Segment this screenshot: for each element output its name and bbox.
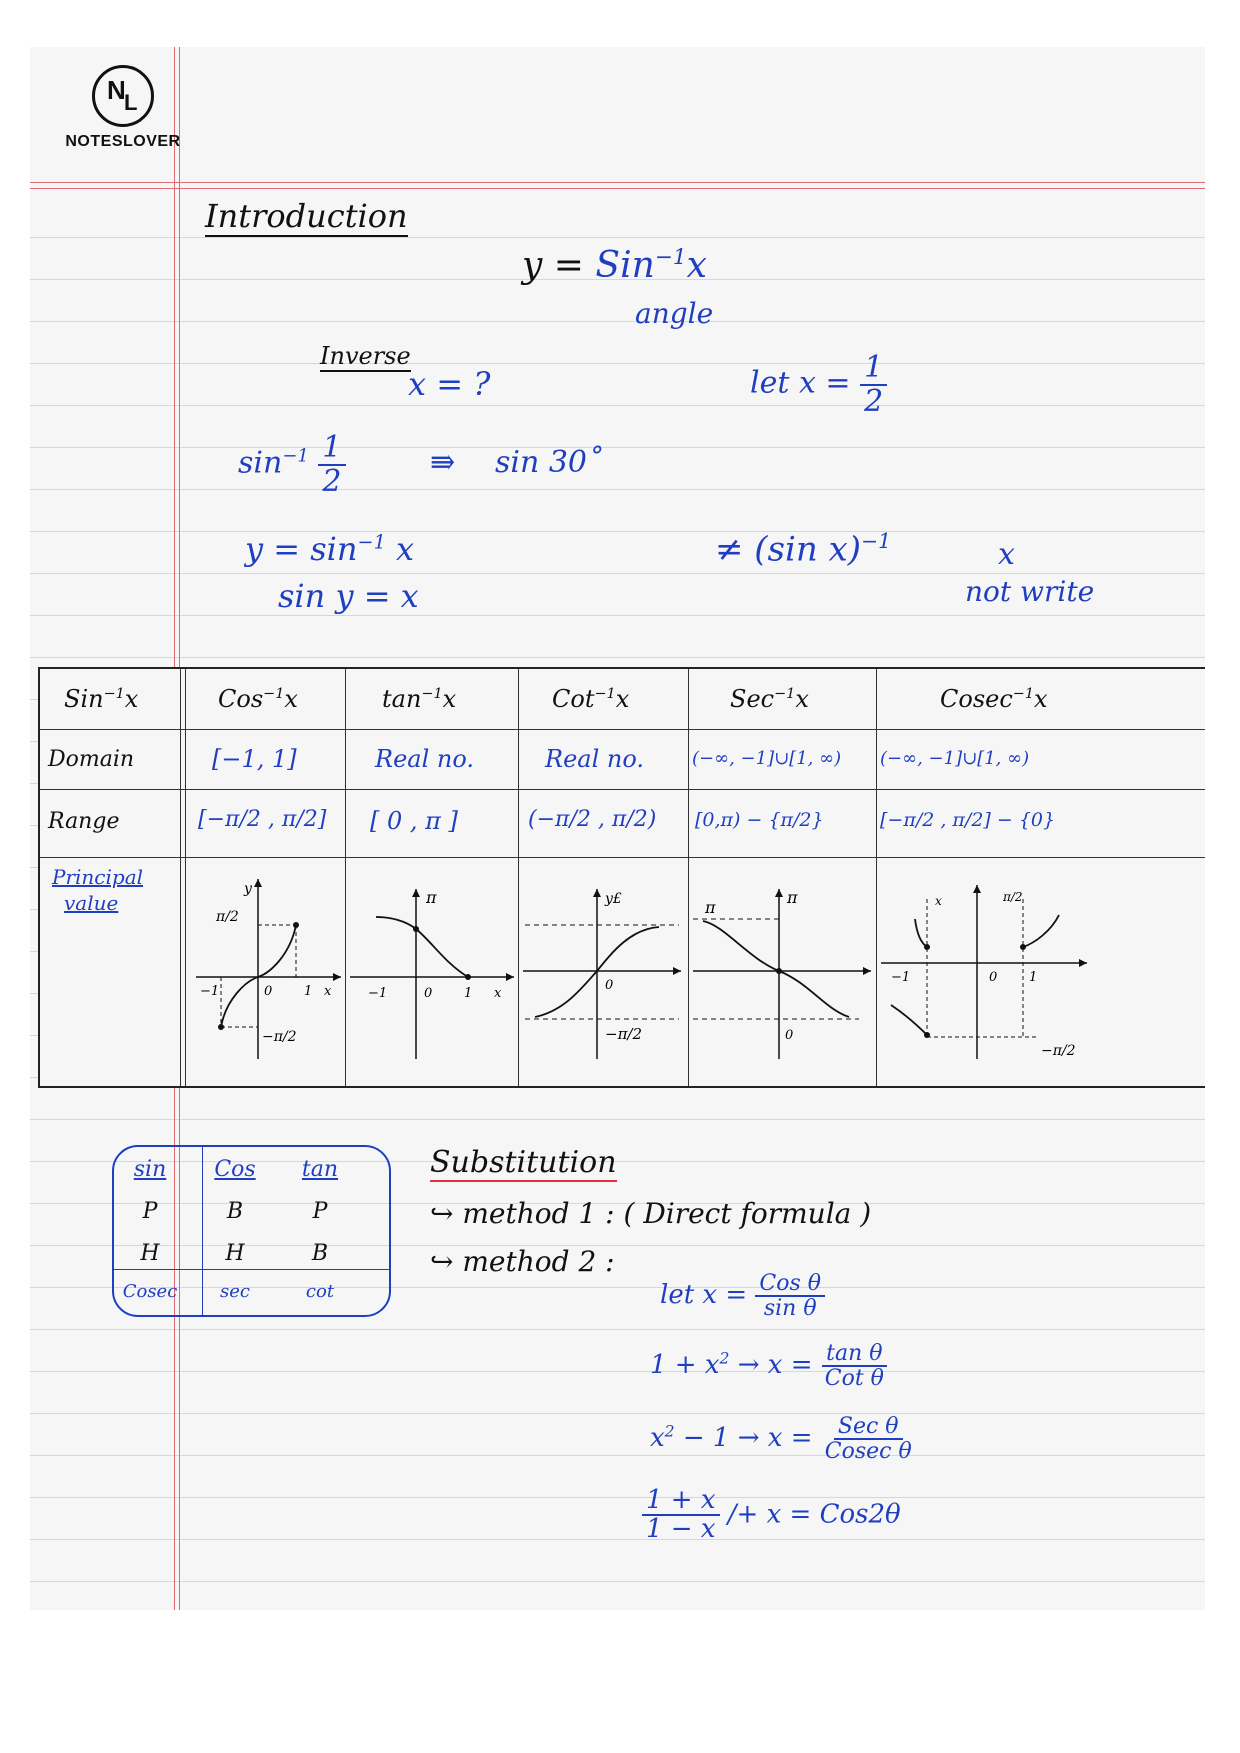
substitution-heading: Substitution: [430, 1145, 617, 1180]
pv-label-1: Principal: [52, 865, 144, 889]
ratio-b-1: B: [226, 1199, 244, 1224]
ruled-line: [30, 1581, 1205, 1582]
ruled-line: [30, 615, 1205, 616]
ruled-line: [30, 657, 1205, 658]
ruled-line: [30, 1329, 1205, 1330]
g5-one: 1: [1029, 970, 1038, 985]
g5-x: x: [935, 894, 942, 908]
graph-cot-inverse: [519, 859, 687, 1084]
inverse-trig-table: [38, 667, 1205, 1088]
ruled-line: [30, 405, 1205, 406]
header-cos: Cos$^{-1}$x: [218, 685, 298, 713]
g5-top: π/2: [1003, 890, 1023, 904]
g5-neg1: −1: [891, 970, 911, 985]
ratio-head-tan: tan: [301, 1157, 339, 1182]
logo-letter-n: N: [107, 75, 126, 105]
def-line-2: sin y = x: [278, 577, 419, 615]
domain-cosec: (−∞, −1]∪[1, ∞): [880, 748, 1030, 769]
g4-zero: 0: [785, 1028, 794, 1043]
graph-cos-inverse: [186, 859, 344, 1084]
g1-bottom: −π/2: [262, 1029, 297, 1045]
ruled-line: [30, 1539, 1205, 1540]
g3-zero: 0: [605, 978, 614, 993]
domain-sec: (−∞, −1]∪[1, ∞): [692, 748, 842, 769]
graph-tan-inverse: [346, 859, 518, 1084]
ratio-p-1: P: [142, 1199, 158, 1224]
pv-label-2: value: [64, 891, 119, 915]
sub-line-3: $x^2 - 1 \to x$ = $\frac{\text{Sec θ}}{\text{Cosec θ}}$: [650, 1414, 912, 1465]
ruled-line: [30, 321, 1205, 322]
ratio-cot: cot: [305, 1281, 335, 1302]
g4-pi-axis: π: [787, 888, 798, 907]
ratio-h-1: H: [140, 1241, 160, 1266]
range-label: Range: [48, 809, 120, 834]
range-cot: (−π/2 , π/2): [528, 807, 657, 832]
g3-bottom: −π/2: [605, 1025, 643, 1043]
ratio-head-cos: Cos: [214, 1157, 256, 1182]
method-2: ↪ method 2 :: [430, 1245, 615, 1278]
g1-y: y: [244, 881, 252, 897]
header-tan: $\tan^{-1}x$: [382, 685, 457, 713]
cross-mark: x: [998, 537, 1015, 572]
graph-sec-inverse: [689, 859, 875, 1084]
ruled-line: [30, 1413, 1205, 1414]
ratio-p-2: P: [312, 1199, 328, 1224]
ratio-cosec: Cosec: [122, 1281, 178, 1302]
sin-inv-half: $\sin^{-1}$ $\frac{1}{2}$: [238, 432, 346, 497]
ruled-line: [30, 573, 1205, 574]
sin-30: sin 30˚: [495, 445, 603, 480]
range-sec: [0,π) − {π/2}: [695, 809, 824, 831]
implies-arrow: ⇛: [430, 445, 456, 480]
g1-x: x: [324, 984, 332, 999]
intro-heading: Introduction: [205, 197, 408, 235]
domain-tan: Real no.: [375, 745, 474, 773]
let-x-half: let x = $\frac{1}{2}$: [750, 352, 887, 417]
header-line: [30, 188, 1205, 189]
notebook-page: [30, 47, 1205, 1610]
angle-note: angle: [635, 297, 714, 330]
ruled-line: [30, 489, 1205, 490]
sub-line-4: $\frac{1 + x}{1 - x}$ /+ x = Cos2θ: [642, 1487, 901, 1544]
g1-top: π/2: [216, 909, 239, 925]
sub-line-2: $1 + x^2 \to x$ = $\frac{\text{tan θ}}{\text{Cot θ}}$: [650, 1342, 888, 1390]
g3-top: y£: [605, 891, 622, 907]
ratio-b-2: B: [311, 1241, 329, 1266]
ruled-line: [30, 531, 1205, 532]
sub-line-1: let x = $\frac{\text{Cos θ}}{\text{sin θ}}$: [660, 1272, 825, 1320]
range-tan: [ 0 , π ]: [370, 807, 458, 835]
range-cos: [−π/2 , π/2]: [198, 807, 327, 832]
ruled-line: [30, 237, 1205, 238]
g5-bottom: −π/2: [1041, 1043, 1076, 1059]
ruled-line: [30, 363, 1205, 364]
x-question: x = ?: [408, 365, 491, 403]
ruled-line: [30, 1455, 1205, 1456]
not-write-note: not write: [965, 575, 1095, 608]
not-equal-note: ≠ (sin x)$^{-1}$: [715, 529, 892, 570]
logo-mark: [92, 65, 154, 127]
ruled-line: [30, 1371, 1205, 1372]
domain-cot: Real no.: [545, 745, 644, 773]
g1-zero: 0: [264, 984, 273, 999]
g2-zero: 0: [424, 986, 433, 1001]
ruled-line: [30, 1119, 1205, 1120]
method-1: ↪ method 1 : ( Direct formula ): [430, 1197, 872, 1230]
eq-lhs: y =: [522, 245, 584, 286]
header-cosec: Cosec$^{-1}$x: [940, 685, 1048, 713]
g4-pi-left: π: [705, 898, 716, 917]
domain-cos: [−1, 1]: [212, 745, 297, 773]
logo-letter-l: L: [124, 90, 138, 115]
domain-label: Domain: [48, 747, 135, 772]
header-sec: Sec$^{-1}$x: [730, 685, 809, 713]
eq-rhs: Sin$^{-1}$x: [595, 245, 707, 286]
header-line: [30, 182, 1205, 183]
ratio-sec: sec: [220, 1281, 250, 1302]
ratio-h-2: H: [225, 1241, 245, 1266]
logo: [48, 65, 198, 151]
g2-one: 1: [464, 986, 473, 1001]
g2-neg1: −1: [368, 986, 388, 1001]
g2-x: x: [494, 986, 502, 1001]
g1-one: 1: [304, 984, 313, 999]
range-cosec: [−π/2 , π/2] − {0}: [880, 809, 1056, 831]
g2-top: π: [426, 888, 437, 907]
intro-equation: [522, 245, 707, 286]
logo-text: NOTESLOVER: [65, 133, 181, 150]
graph-cosec-inverse: [877, 859, 1091, 1084]
header-cot: Cot$^{-1}$x: [552, 685, 630, 713]
ruled-line: [30, 1497, 1205, 1498]
def-line-1: $y = \sin^{-1} x$: [245, 530, 415, 568]
g5-zero: 0: [989, 970, 998, 985]
inverse-note: Inverse: [320, 342, 411, 370]
ruled-line: [30, 447, 1205, 448]
g1-neg1: −1: [200, 984, 220, 999]
header-sin: Sin$^{-1}$x: [64, 685, 139, 713]
ratio-head-sin: sin: [133, 1157, 167, 1182]
